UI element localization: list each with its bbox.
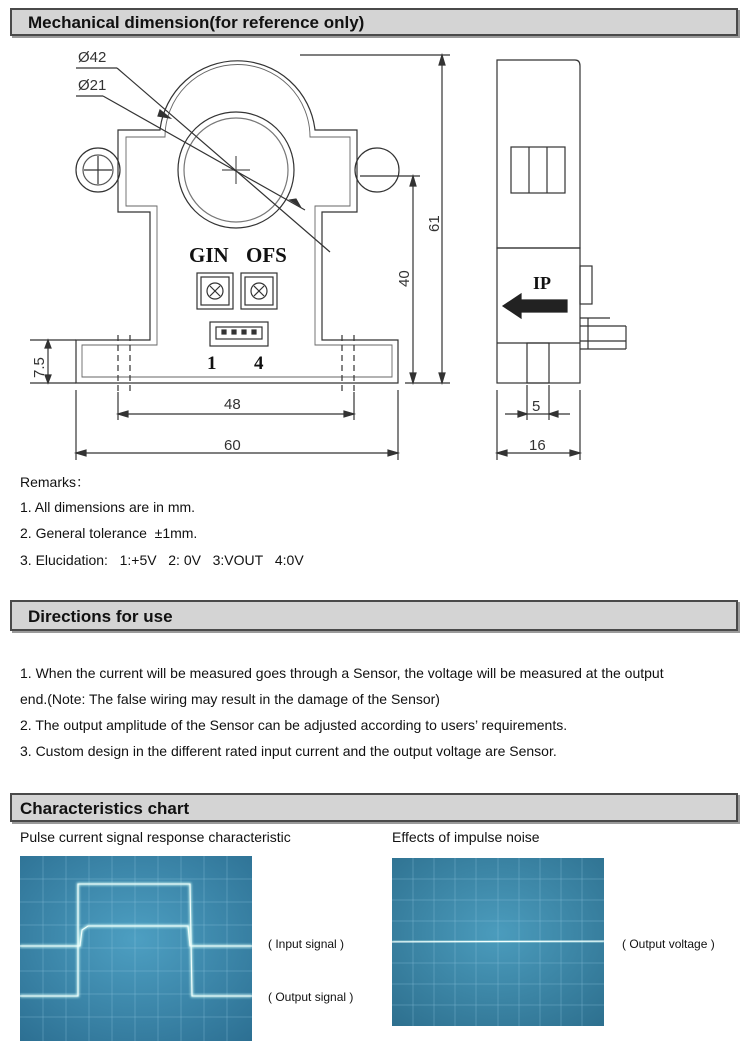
ip-label: IP [533, 273, 551, 293]
connector [210, 322, 268, 346]
direction-item: end.(Note: The false wiring may result in the damage of the Sensor) [20, 691, 440, 707]
impulse-noise-oscilloscope [392, 858, 604, 1026]
impulse-noise-caption: Effects of impulse noise [392, 829, 540, 845]
remark-item: 2. General tolerance ±1mm. [20, 525, 198, 541]
remark-item: 3. Elucidation: 1:+5V 2: 0V 3:VOUT 4:0V [20, 552, 304, 568]
pulse-response-oscilloscope [20, 856, 252, 1041]
directions-header [10, 600, 738, 631]
dimension-16-label: 16 [529, 437, 546, 454]
ofs-label: OFS [246, 243, 287, 267]
remark-item: 1. All dimensions are in mm. [20, 499, 196, 515]
direction-item: 2. The output amplitude of the Sensor can be adjusted according to users’ requirements. [20, 717, 568, 733]
characteristics-header [10, 793, 738, 822]
diameter-42-label: Ø42 [78, 49, 107, 66]
mechanical-dimension-header [10, 8, 738, 36]
direction-item: 1. When the current will be measured goes through a Sensor, the voltage will be measured at the output [20, 665, 664, 681]
gin-label: GIN [189, 243, 229, 267]
input-signal-label: ( Input signal ) [268, 937, 345, 951]
output-voltage-label: ( Output voltage ) [622, 937, 715, 951]
right-ear [355, 148, 399, 192]
directions-title: Directions for use [28, 607, 173, 626]
dimension-5-label: 5 [532, 398, 541, 415]
dimension-7-5-label: 7.5 [31, 357, 48, 378]
dimension-61-label: 61 [426, 215, 443, 232]
dimension-60-label: 60 [224, 437, 241, 454]
characteristics-title: Characteristics chart [20, 799, 190, 818]
side-view-lower [497, 248, 580, 383]
direction-item: 3. Custom design in the different rated input current and the output voltage are Sensor. [20, 743, 557, 759]
diameter-21-label: Ø21 [78, 77, 107, 94]
pulse-response-caption: Pulse current signal response characteristic [20, 829, 291, 845]
remarks-heading: Remarks： [20, 474, 91, 490]
side-view-upper [497, 60, 580, 248]
pin-1-label: 1 [207, 353, 217, 374]
dimension-48-label: 48 [224, 396, 241, 413]
pin-4-label: 4 [254, 353, 264, 374]
mechanical-dimension-title: Mechanical dimension(for reference only) [28, 13, 365, 32]
mechanical-drawing [0, 40, 750, 470]
output-signal-label: ( Output signal ) [268, 990, 354, 1004]
dimension-40-label: 40 [396, 270, 413, 287]
